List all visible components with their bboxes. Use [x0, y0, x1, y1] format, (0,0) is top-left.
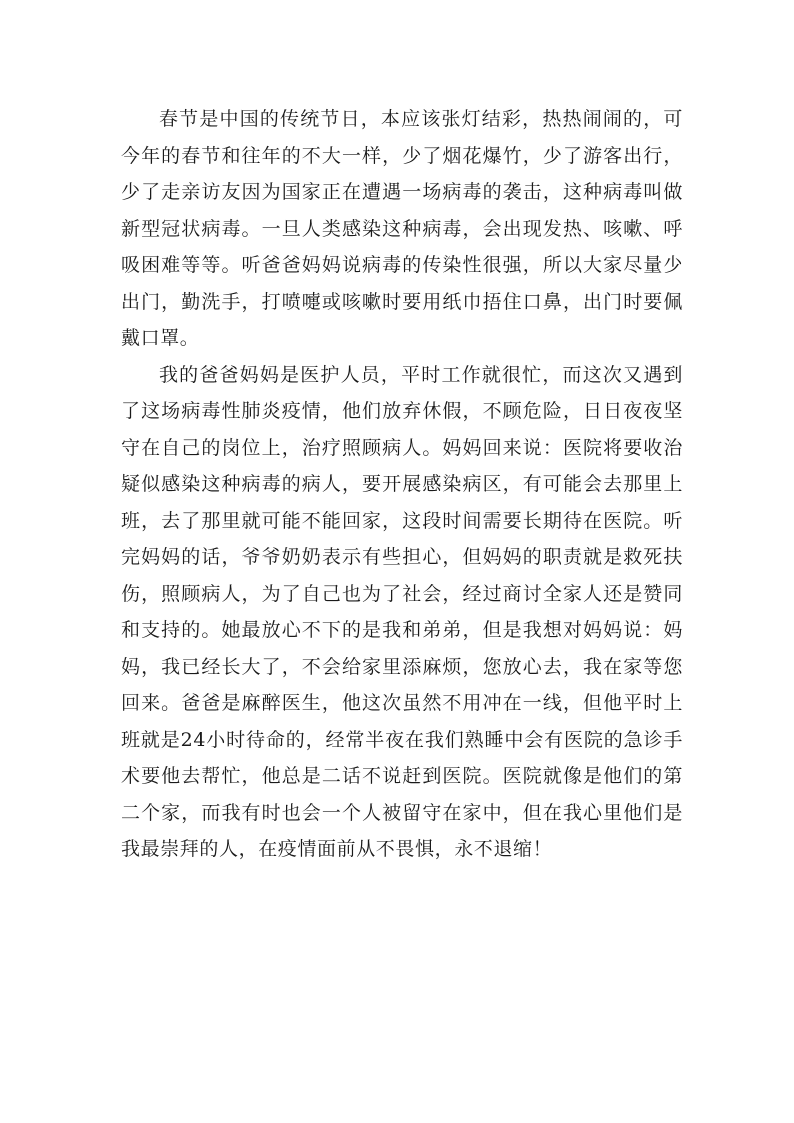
paragraph-2: 我的爸爸妈妈是医护人员，平时工作就很忙，而这次又遇到了这场病毒性肺炎疫情，他们放弃休假，不顾危险，日日夜夜坚守在自己的岗位上，治疗照顾病人。妈妈回来说：医院将要收治疑似感染这种病毒的病人，要开展感染病区，有可能会去那里上班，去了那里就可能不能回家，这段时间需要长期待在医院。听完妈妈的话，爷爷奶奶表示有些担心，但妈妈的职责就是救死扶伤，照顾病人，为了自己也为了社会，经过商讨全家人还是赞同和支持的。她最放心不下的是我和弟弟，但是我想对妈妈说：妈妈，我已经长大了，不会给家里添麻烦，您放心去，我在家等您回来。爸爸是麻醉医生，他这次虽然不用冲在一线，但他平时上班就是24小时待命的，经常半夜在我们熟睡中会有医院的急诊手术要他去帮忙，他总是二话不说赶到医院。医院就像是他们的第二个家，而我有时也会一个人被留守在家中，但在我心里他们是我最崇拜的人，在疫情面前从不畏惧，永不退缩！ — [121, 363, 683, 860]
document-body — [121, 101, 683, 868]
paragraph-1: 春节是中国的传统节日，本应该张灯结彩，热热闹闹的，可今年的春节和往年的不大一样，少了烟花爆竹，少了游客出行，少了走亲访友因为国家正在遭遇一场病毒的袭击，这种病毒叫做新型冠状病毒。一旦人类感染这种病毒，会出现发热、咳嗽、呼吸困难等等。听爸爸妈妈说病毒的传染性很强，所以大家尽量少出门，勤洗手，打喷嚏或咳嗽时要用纸巾捂住口鼻，出门时要佩戴口罩。 — [121, 108, 683, 349]
